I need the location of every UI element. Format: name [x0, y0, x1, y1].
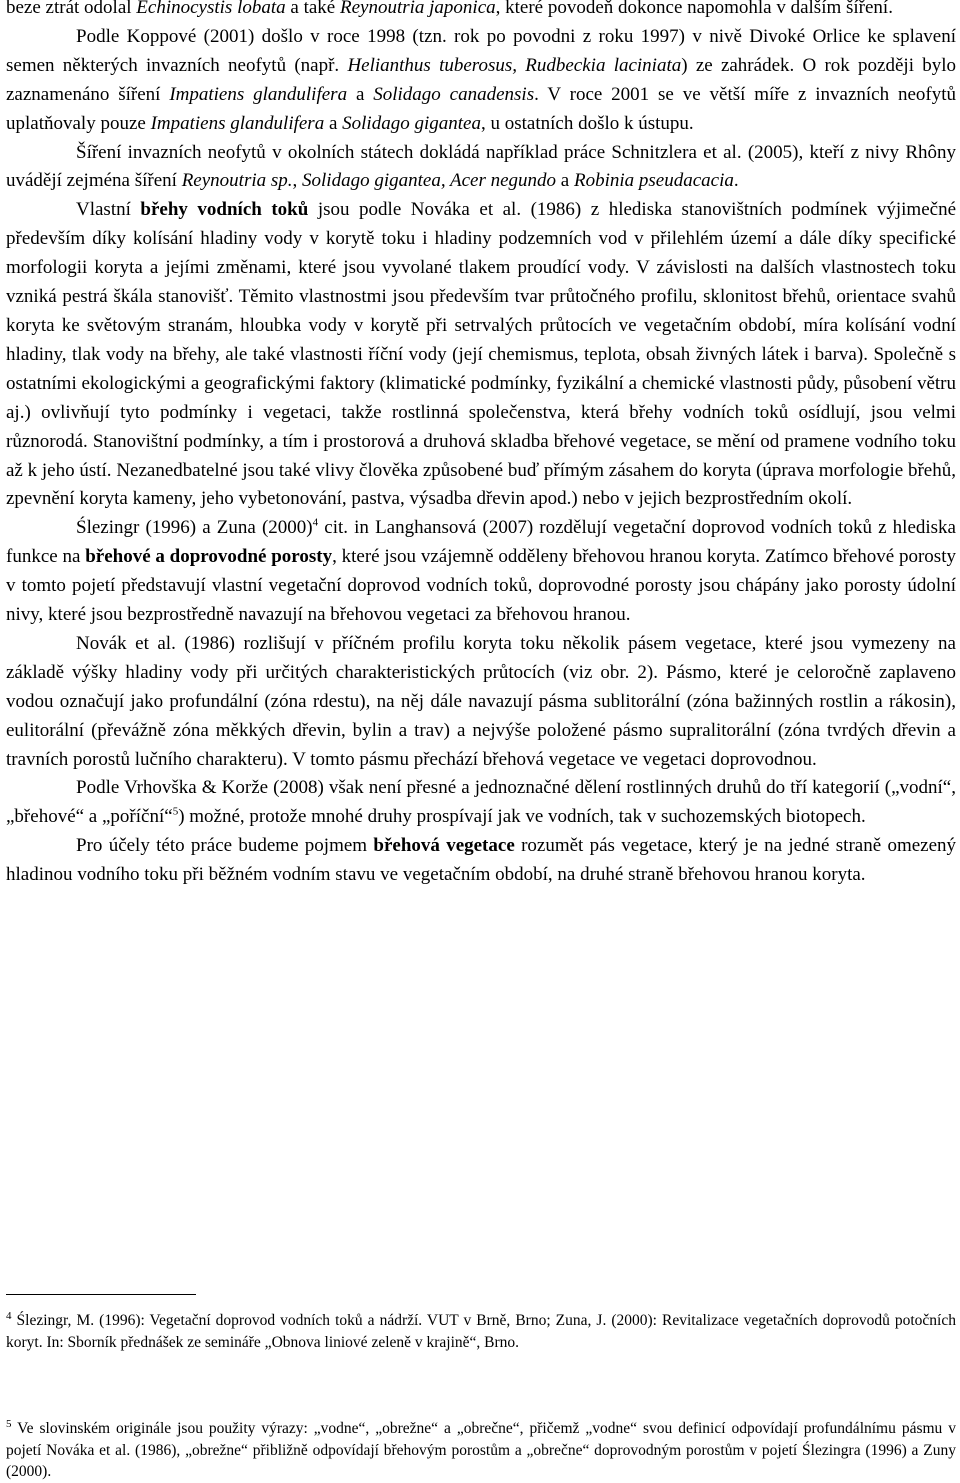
key-term: břehová vegetace — [373, 835, 515, 857]
species-name: Robinia pseudacacia — [573, 170, 734, 192]
footnote-text: Ślezingr, M. (1996): Vegetační doprovod vodních toků a nádrží. VUT v Brně, Brno; Zuna, J. (2000): Revitalizace vegetačních doprovodů potočních koryt. In: Sborník přednášek ze semináře „Obnova liniové zeleně v krajině“, Brno. — [6, 1312, 956, 1351]
footnote-number: 5 — [6, 1417, 12, 1430]
key-term: břehy vodních toků — [140, 199, 309, 221]
paragraph-schnitzler: Šíření invazních neofytů v okolních státech dokládá například práce Schnitzlera et al. (2005), kteří z nivy Rhôny uvádějí zejména šíření Reynoutria sp., Solidago gigantea, Acer negundo a Robinia pseudacacia. — [6, 141, 956, 192]
footnote-text: Ve slovinském originále jsou použity výrazy: „vodne“, „obrežne“ a „obrečne“, přičemž „vodne“ svou definicí odpovídají profundálnímu pásmu v pojetí Nováka et al. (1986), „obrežne“ přibližně odpovídají břehovým porostům a „obrečne“ doprovodným porostům v pojetí Ślezingra (1996) a Zuny (2000). — [6, 1420, 956, 1481]
paragraph-definition: Pro účely této práce budeme pojmem břehová vegetace rozumět pás vegetace, který je na jedné straně omezený hladinou vodního toku při běžném vodním stavu ve vegetačním období, na druhé straně břehovou hranou koryta. — [6, 835, 957, 886]
footnote-ref-4[interactable]: 4 — [312, 516, 319, 529]
paragraph-novak: Novák et al. (1986) rozlišují v příčném profilu koryta toku několik pásem vegetace, které jsou vymezeny na základě výšky hladiny vody při určitých charakteristických průtocích (viz obr. 2). Pásmo, které je celoročně zaplaveno vodou označují jako profundální (zóna rdestu), na něj dále navazují pásma sublitorální (zóna bažinných rostlin a rákosin), eulitorální (převážně zóna měkkých dřevin, bylin a trav) a nejvýše položené pásmo supralitorální (zóna tvrdých dřevin a travních porostů lučního charakteru). V tomto pásmu přechází břehová vegetace ve vegetaci doprovodnou. — [6, 632, 956, 770]
paragraph-vrhovsek: Podle Vrhovška & Korže (2008) však není přesné a jednoznačné dělení rostlinných druhů do tří kategorií („vodní“, „břehové“ a „poříční“$^5$) možné, protože mnohé druhy prospívají jak ve vodních, tak v suchozemských biotopech. — [6, 777, 956, 828]
paragraph-koppova: Podle Koppové (2001) došlo v roce 1998 (tzn. rok po povodni z roku 1997) v nivě Divoké Orlice ke splavení semen některých invazních neofytů (např. Helianthus tuberosus, Rudbeckia laciniata) ze zahrádek. O rok později bylo zaznamenáno šíření Impatiens glandulifera a Solidago canadensis. V roce 2001 se ve větší míře z invazních neofytů uplatňovaly pouze Impatiens glandulifera a Solidago gigantea, u ostatních došlo k ústupu. — [6, 25, 957, 134]
species-name: Reynoutria japonica — [339, 0, 496, 18]
species-name: Reynoutria sp. — [181, 170, 293, 192]
footnote-separator — [6, 1294, 196, 1295]
paragraph-continuation: beze ztrát odolal Echinocystis lobata a také Reynoutria japonica, které povodeň dokonce napomohla v dalším šíření. — [6, 0, 956, 23]
species-name: Impatiens glandulifera — [169, 83, 348, 105]
species-name: Solidago gigantea — [342, 112, 481, 134]
species-name: Helianthus tuberosus, Rudbeckia laciniata — [347, 54, 682, 76]
footnote-number: 4 — [6, 1309, 12, 1322]
footnote-5 — [6, 1418, 956, 1483]
document-page — [6, 0, 957, 1481]
key-term: břehové a doprovodné porosty — [85, 546, 333, 568]
footnote-4 — [6, 1310, 956, 1353]
species-name: Echinocystis lobata — [136, 0, 286, 18]
species-name: Solidago gigantea, Acer negundo — [302, 170, 557, 192]
paragraph-brehy: Vlastní břehy vodních toků jsou podle Nováka et al. (1986) z hlediska stanovištních podmínek výjimečné především díky kolísání hladiny vody v korytě toku i hladiny podzemních vod v přilehlém území a dále díky specifické morfologii koryta a jejími změnami, které jsou vyvolané tlakem proudící vody. V závislosti na dalších vlastnostech toku vzniká pestrá škála stanovišť. Těmito vlastnostmi jsou především tvar průtočného profilu, sklonitost břehů, orientace svahů koryta ke světovým stranám, hloubka vody v korytě při setrvalých průtocích ve vegetačním období, míra kolísání vodní hladiny, tlak vody na břehy, ale také vlastnosti říční vody (její chemismus, teplota, obsah živných látek i barva). Společně s ostatními ekologickými a geografickými faktory (klimatické podmínky, fyzikální a chemické vlastnosti půdy, působení větru aj.) ovlivňují tyto podmínky i vegetaci, takže rostlinná společenstva, která břehy vodních toků osídlují, jsou velmi různorodá. Stanovištní podmínky, a tím i prostorová a druhová skladba břehové vegetace, se mění od pramene vodního toku až k jeho ústí. Nezanedbatelné jsou také vlivy člověka způsobené buď přímým zásahem do koryta (úprava morfologie břehů, zpevnění koryta kameny, jeho vybetonování, pastva, výsadba dřevin apod.) nebo v jejich bezprostředním okolí. — [6, 199, 956, 510]
species-name: Impatiens glandulifera — [150, 112, 325, 134]
paragraph-slezingr: Ślezingr (1996) a Zuna $(2000)^4$ cit. in Langhansová (2007) rozdělují vegetační doprovod vodních toků z hlediska funkce na břehové a doprovodné porosty, které jsou vzájemně odděleny břehovou hranou koryta. Zatímco břehové porosty v tomto pojetí představují vlastní vegetační doprovod vodních toků, doprovodné porosty jsou chápány jako porosty údolní nivy, které jsou bezprostředně navazují na břehovou vegetaci za břehovou hranou. — [6, 516, 956, 626]
species-name: Solidago canadensis — [373, 83, 535, 105]
footnote-ref-5[interactable]: 5 — [172, 806, 179, 819]
